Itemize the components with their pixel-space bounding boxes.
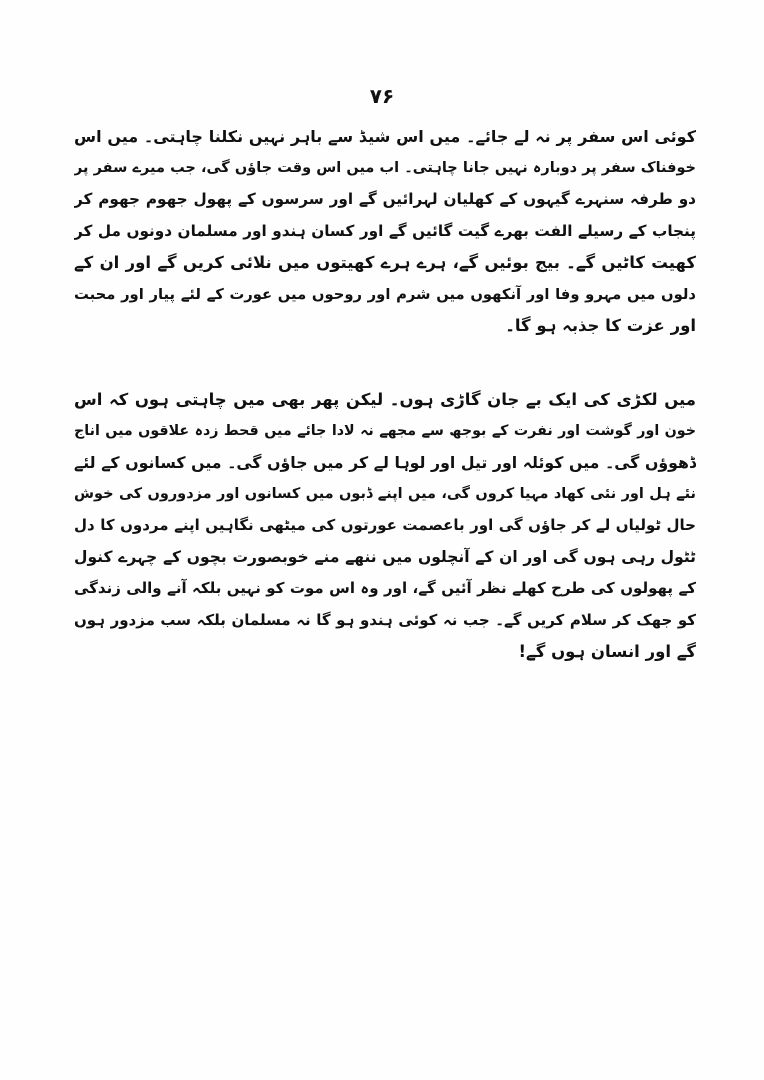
paragraph-2	[74, 384, 696, 668]
paragraph-line: گے اور انسان ہوں گے!	[518, 642, 696, 661]
paragraph-line: پنجاب کے رسیلے الفت بھرے گیت گائیں گے اور کسان ہندو اور مسلمان دونوں مل کر	[74, 221, 696, 240]
paragraph-line: کوئی اس سفر پر نہ لے جائے۔ میں اس شیڈ سے باہر نہیں نکلنا چاہتی۔ میں اس	[74, 127, 696, 146]
paragraph-line: کے پھولوں کی طرح کھلے نظر آئیں گے، اور وہ اس موت کو نہیں بلکہ آنے والی زندگی	[74, 579, 696, 597]
paragraph-line: میں لکڑی کی ایک بے جان گاڑی ہوں۔ لیکن پھر بھی میں چاہتی ہوں کہ اس	[74, 390, 696, 409]
paragraph-line: حال ٹولیاں لے کر جاؤں گی اور باعصمت عورتوں کی میٹھی نگاہیں اپنے مردوں کا دل	[74, 516, 696, 534]
paragraph-line: دو طرفہ سنہرے گیہوں کے کھلیان لہرائیں گے اور سرسوں کے پھول جھوم جھوم کر	[74, 190, 696, 208]
paragraph-line: دلوں میں مہرو وفا اور آنکھوں میں شرم اور روحوں میں عورت کے لئے پیار اور محبت	[74, 285, 696, 303]
paragraph-line: کھیت کاٹیں گے۔ بیج بوئیں گے، ہرے ہرے کھیتوں میں نلائی کریں گے اور ان کے	[74, 253, 696, 272]
paragraph-line: ڈھوؤں گی۔ میں کوئلہ اور تیل اور لوہا لے کر میں جاؤں گی۔ میں کسانوں کے لئے	[74, 453, 696, 472]
paragraph-line: کو جھک کر سلام کریں گے۔ جب نہ کوئی ہندو ہو گا نہ مسلمان بلکہ سب مزدور ہوں	[74, 610, 696, 629]
paragraph-1	[74, 121, 696, 342]
paragraph-line: خون اور گوشت اور نفرت کے بوجھ سے مجھے نہ لادا جائے میں قحط زدہ علاقوں میں اناج	[74, 422, 696, 439]
paragraph-line: ٹٹول رہی ہوں گی اور ان کے آنچلوں میں ننھے منے خوبصورت بچوں کے چہرے کنول	[74, 547, 696, 566]
paragraph-line: خوفناک سفر پر دوبارہ نہیں جانا چاہتی۔ اب میں اس وقت جاؤں گی، جب میرے سفر پر	[74, 159, 696, 176]
paragraph-line: نئے ہل اور نئی کھاد مہیا کروں گی، میں اپنے ڈبوں میں کسانوں اور مزدوروں کی خوش	[74, 485, 696, 502]
page-number: ۷۶	[369, 84, 395, 108]
paragraph-line: اور عزت کا جذبہ ہو گا۔	[505, 316, 696, 335]
